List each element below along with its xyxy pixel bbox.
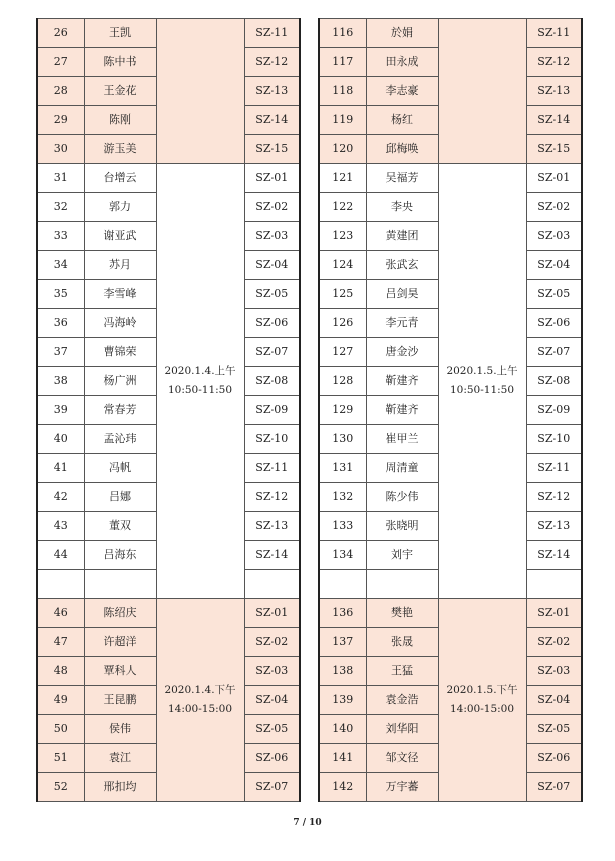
time-slot-cell: [156, 19, 244, 164]
seat-code-cell: SZ-10: [244, 425, 300, 454]
name-cell: 陈刚: [84, 106, 156, 135]
seq-number-cell: 30: [37, 135, 84, 164]
seq-number-cell: 134: [319, 541, 366, 570]
seat-code-cell: SZ-08: [244, 367, 300, 396]
seat-code-cell: SZ-03: [526, 222, 582, 251]
seq-number-cell: 38: [37, 367, 84, 396]
table-row: [37, 164, 300, 193]
name-cell: 陈中书: [84, 48, 156, 77]
seat-code-cell: SZ-07: [244, 338, 300, 367]
seat-code-cell: SZ-13: [526, 77, 582, 106]
seat-code-cell: SZ-02: [526, 193, 582, 222]
name-cell: 冯海岭: [84, 309, 156, 338]
name-cell: 李央: [366, 193, 438, 222]
seat-code-cell: SZ-03: [244, 222, 300, 251]
seat-code-cell: SZ-04: [244, 686, 300, 715]
seat-code-cell: SZ-11: [244, 454, 300, 483]
seat-code-cell: SZ-12: [526, 483, 582, 512]
seat-code-cell: SZ-06: [526, 744, 582, 773]
time-slot-cell: [438, 19, 526, 164]
name-cell: 邹文径: [366, 744, 438, 773]
seat-code-cell: SZ-14: [526, 541, 582, 570]
seat-code-cell: SZ-03: [526, 657, 582, 686]
name-cell: 万宇蕃: [366, 773, 438, 802]
seq-number-cell: 49: [37, 686, 84, 715]
name-cell: 邱梅唤: [366, 135, 438, 164]
seat-code-cell: SZ-01: [244, 164, 300, 193]
seat-code-cell: SZ-06: [526, 309, 582, 338]
seq-number-cell: 43: [37, 512, 84, 541]
name-cell: 吕剑昊: [366, 280, 438, 309]
name-cell: 於娟: [366, 19, 438, 48]
seq-number-cell: 131: [319, 454, 366, 483]
seq-number-cell: 136: [319, 599, 366, 628]
seq-number-cell: 129: [319, 396, 366, 425]
name-cell: 侯伟: [84, 715, 156, 744]
name-cell: 常春芳: [84, 396, 156, 425]
seat-code-cell: [244, 570, 300, 599]
seq-number-cell: 133: [319, 512, 366, 541]
name-cell: 覃科人: [84, 657, 156, 686]
seat-code-cell: SZ-03: [244, 657, 300, 686]
seq-number-cell: 35: [37, 280, 84, 309]
seq-number-cell: 121: [319, 164, 366, 193]
seq-number-cell: 32: [37, 193, 84, 222]
seq-number-cell: 125: [319, 280, 366, 309]
name-cell: 李元青: [366, 309, 438, 338]
seat-code-cell: SZ-05: [244, 715, 300, 744]
slot-date: 2020.1.4.下午: [164, 684, 236, 696]
seat-code-cell: SZ-09: [526, 396, 582, 425]
name-cell: 张晓明: [366, 512, 438, 541]
name-cell: 吴福芳: [366, 164, 438, 193]
table-row: [319, 599, 582, 628]
seq-number-cell: 123: [319, 222, 366, 251]
seq-number-cell: 33: [37, 222, 84, 251]
seat-code-cell: SZ-09: [244, 396, 300, 425]
name-cell: 谢亚武: [84, 222, 156, 251]
seat-code-cell: SZ-02: [244, 628, 300, 657]
seq-number-cell: 39: [37, 396, 84, 425]
seat-code-cell: SZ-07: [526, 338, 582, 367]
name-cell: 田永成: [366, 48, 438, 77]
seat-code-cell: SZ-10: [526, 425, 582, 454]
seq-number-cell: 34: [37, 251, 84, 280]
seq-number-cell: 141: [319, 744, 366, 773]
slot-time: 10:50-11:50: [449, 384, 515, 396]
name-cell: 台增云: [84, 164, 156, 193]
seq-number-cell: 44: [37, 541, 84, 570]
seq-number-cell: 138: [319, 657, 366, 686]
seq-number-cell: 48: [37, 657, 84, 686]
seq-number-cell: 132: [319, 483, 366, 512]
seq-number-cell: 124: [319, 251, 366, 280]
seq-number-cell: 139: [319, 686, 366, 715]
seq-number-cell: 122: [319, 193, 366, 222]
seat-code-cell: SZ-01: [244, 599, 300, 628]
schedule-body: [319, 19, 582, 802]
slot-date: 2020.1.5.下午: [446, 684, 518, 696]
name-cell: 苏月: [84, 251, 156, 280]
name-cell: 崔甲兰: [366, 425, 438, 454]
name-cell: [84, 570, 156, 599]
seq-number-cell: 31: [37, 164, 84, 193]
seq-number-cell: 42: [37, 483, 84, 512]
seat-code-cell: SZ-15: [244, 135, 300, 164]
page-number: 7 / 10: [293, 818, 322, 828]
table-row: [319, 19, 582, 48]
name-cell: 刘宇: [366, 541, 438, 570]
name-cell: 袁江: [84, 744, 156, 773]
name-cell: 董双: [84, 512, 156, 541]
name-cell: 杨红: [366, 106, 438, 135]
seq-number-cell: 50: [37, 715, 84, 744]
seat-code-cell: SZ-02: [244, 193, 300, 222]
slot-time: 14:00-15:00: [449, 703, 515, 715]
seat-code-cell: SZ-14: [244, 541, 300, 570]
name-cell: 张武玄: [366, 251, 438, 280]
seat-code-cell: SZ-04: [244, 251, 300, 280]
seat-code-cell: SZ-14: [526, 106, 582, 135]
seq-number-cell: 47: [37, 628, 84, 657]
seq-number-cell: 128: [319, 367, 366, 396]
seq-number-cell: 118: [319, 77, 366, 106]
seat-code-cell: SZ-11: [526, 454, 582, 483]
name-cell: 袁金浩: [366, 686, 438, 715]
seat-code-cell: SZ-13: [244, 512, 300, 541]
name-cell: 王昆鹏: [84, 686, 156, 715]
time-slot-cell: [438, 164, 526, 599]
seq-number-cell: 51: [37, 744, 84, 773]
name-cell: 周清童: [366, 454, 438, 483]
schedule-body: [37, 19, 300, 802]
seat-code-cell: SZ-01: [526, 164, 582, 193]
seat-code-cell: SZ-07: [244, 773, 300, 802]
slot-date: 2020.1.4.上午: [164, 365, 236, 377]
seq-number-cell: 137: [319, 628, 366, 657]
seat-code-cell: SZ-12: [526, 48, 582, 77]
seat-code-cell: SZ-04: [526, 686, 582, 715]
seq-number-cell: 36: [37, 309, 84, 338]
seat-code-cell: SZ-06: [244, 744, 300, 773]
name-cell: 李雪峰: [84, 280, 156, 309]
name-cell: 孟沁玮: [84, 425, 156, 454]
name-cell: 靳建齐: [366, 396, 438, 425]
name-cell: 冯帆: [84, 454, 156, 483]
name-cell: 陈少伟: [366, 483, 438, 512]
name-cell: 王猛: [366, 657, 438, 686]
seat-code-cell: SZ-12: [244, 483, 300, 512]
slot-time: 14:00-15:00: [167, 703, 233, 715]
seat-code-cell: SZ-12: [244, 48, 300, 77]
seq-number-cell: 116: [319, 19, 366, 48]
time-slot-cell: [156, 164, 244, 599]
seq-number-cell: 26: [37, 19, 84, 48]
name-cell: 陈绍庆: [84, 599, 156, 628]
name-cell: 樊艳: [366, 599, 438, 628]
seat-code-cell: [526, 570, 582, 599]
name-cell: 杨广洲: [84, 367, 156, 396]
time-slot-cell: [438, 599, 526, 802]
seq-number-cell: 28: [37, 77, 84, 106]
table-row: [37, 19, 300, 48]
seat-code-cell: SZ-08: [526, 367, 582, 396]
seq-number-cell: 29: [37, 106, 84, 135]
seat-code-cell: SZ-05: [526, 715, 582, 744]
seat-code-cell: SZ-02: [526, 628, 582, 657]
time-slot-cell: [156, 599, 244, 802]
name-cell: 许超洋: [84, 628, 156, 657]
seq-number-cell: 142: [319, 773, 366, 802]
seat-code-cell: SZ-11: [526, 19, 582, 48]
name-cell: 郭力: [84, 193, 156, 222]
schedule-table-right: [318, 18, 583, 802]
seq-number-cell: 117: [319, 48, 366, 77]
seat-code-cell: SZ-05: [244, 280, 300, 309]
seq-number-cell: 27: [37, 48, 84, 77]
seq-number-cell: 37: [37, 338, 84, 367]
name-cell: 黄建团: [366, 222, 438, 251]
name-cell: 唐金沙: [366, 338, 438, 367]
name-cell: 吕海东: [84, 541, 156, 570]
name-cell: 吕娜: [84, 483, 156, 512]
seq-number-cell: 127: [319, 338, 366, 367]
seat-code-cell: SZ-13: [526, 512, 582, 541]
name-cell: 曹锦荣: [84, 338, 156, 367]
seat-code-cell: SZ-04: [526, 251, 582, 280]
seat-code-cell: SZ-15: [526, 135, 582, 164]
name-cell: [366, 570, 438, 599]
seq-number-cell: 120: [319, 135, 366, 164]
schedule-table-left: [36, 18, 301, 802]
seq-number-cell: [319, 570, 366, 599]
seq-number-cell: 119: [319, 106, 366, 135]
table-row: [319, 164, 582, 193]
seq-number-cell: [37, 570, 84, 599]
seq-number-cell: 41: [37, 454, 84, 483]
seat-code-cell: SZ-07: [526, 773, 582, 802]
name-cell: 游玉美: [84, 135, 156, 164]
seq-number-cell: 52: [37, 773, 84, 802]
name-cell: 王凯: [84, 19, 156, 48]
seat-code-cell: SZ-11: [244, 19, 300, 48]
name-cell: 靳建齐: [366, 367, 438, 396]
seat-code-cell: SZ-14: [244, 106, 300, 135]
table-row: [37, 599, 300, 628]
name-cell: 李志豪: [366, 77, 438, 106]
name-cell: 王金花: [84, 77, 156, 106]
seq-number-cell: 130: [319, 425, 366, 454]
seat-code-cell: SZ-01: [526, 599, 582, 628]
seq-number-cell: 126: [319, 309, 366, 338]
slot-time: 10:50-11:50: [167, 384, 233, 396]
name-cell: 张晟: [366, 628, 438, 657]
seat-code-cell: SZ-13: [244, 77, 300, 106]
seq-number-cell: 40: [37, 425, 84, 454]
seq-number-cell: 140: [319, 715, 366, 744]
seat-code-cell: SZ-06: [244, 309, 300, 338]
seat-code-cell: SZ-05: [526, 280, 582, 309]
seq-number-cell: 46: [37, 599, 84, 628]
name-cell: 刘华阳: [366, 715, 438, 744]
name-cell: 邢扣均: [84, 773, 156, 802]
slot-date: 2020.1.5.上午: [446, 365, 518, 377]
